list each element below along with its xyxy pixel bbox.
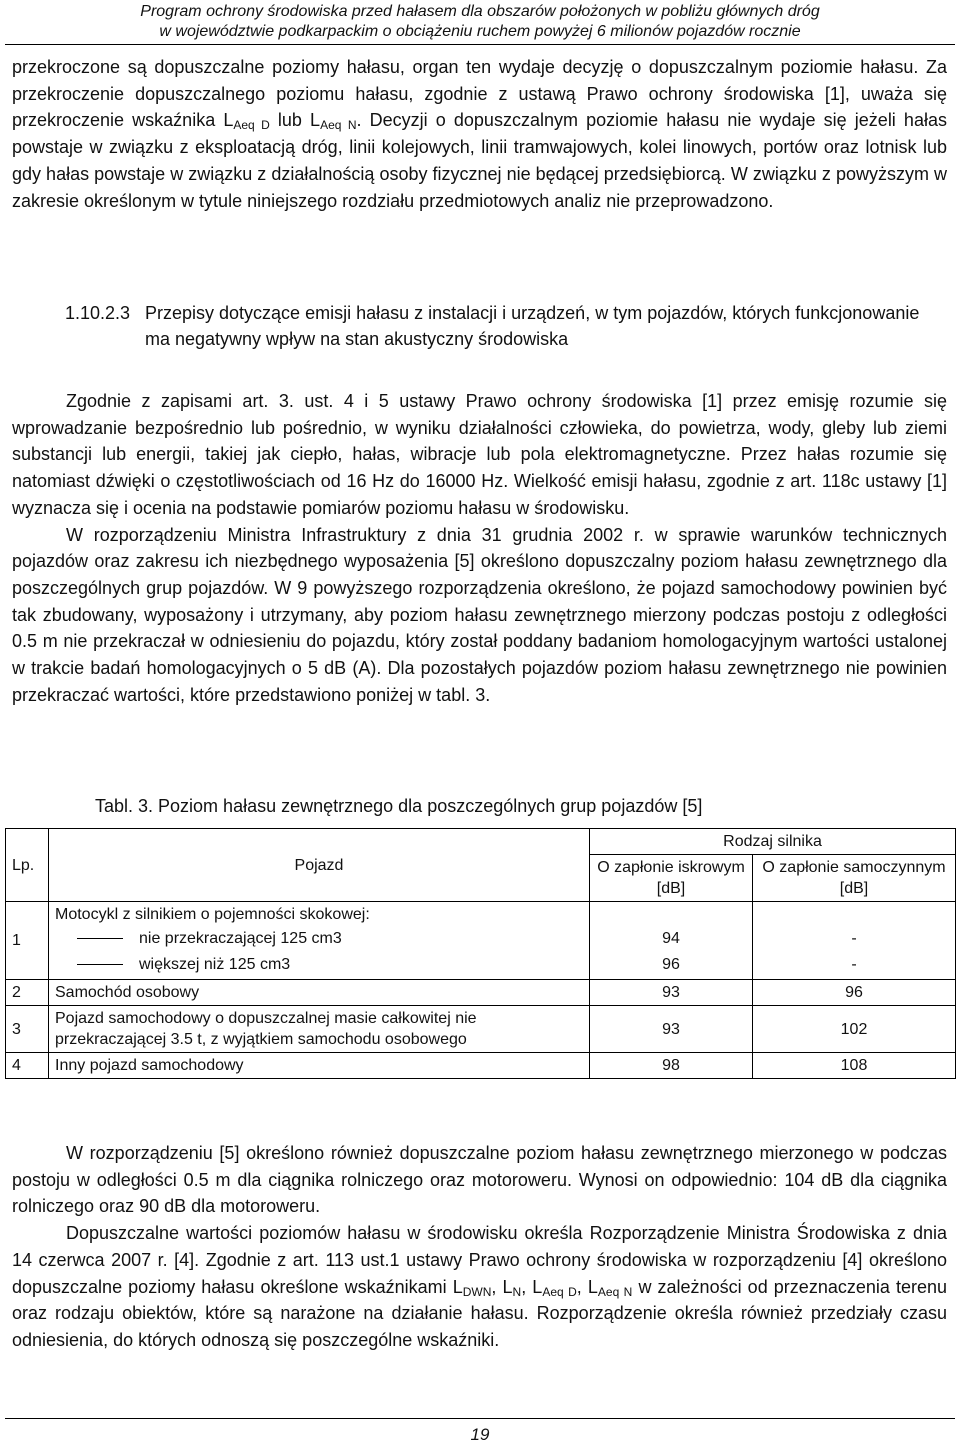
paragraph-regulation: W rozporządzeniu Ministra Infrastruktury z dnia 31 grudnia 2002 r. w sprawie warunków technicznych pojazdów oraz zakresu ich niezbędnego wyposażenia [5] określono dopuszczalny poziom hałasu zewnętrznego dla poszczególnych grup pojazdów. W 9 powyższego rozporządzenia określono, że pojazd samochodowy powinien być tak zbudowany, wyposażony i utrzymany, aby poziom hałasu zewnętrznego mierzony podczas postoju z odległości 0.5 m nie przekraczał w odniesieniu do pojazdu, który został poddany badaniom homologacyjnym wartości ustalonej w trakcie badań homologacyjnych o 5 dB (A). Dla pozostałych pojazdów poziom hałasu zewnętrznego nie powinien przekraczać wartości, które przedstawiono poniżej w tabl. 3. xyxy=(12,524,947,705)
header-iskrowym: O zapłonie iskrowym [dB] xyxy=(590,855,753,902)
dash-marker xyxy=(77,938,123,939)
section-title: Przepisy dotyczące emisji hałasu z instalacji i urządzeń, w tym pojazdów, których funkcjonowanie ma negatywny wpływ na stan akustyczny środowiska xyxy=(145,303,920,349)
page-number: 19 xyxy=(470,1425,490,1444)
table-caption: Tabl. 3. Poziom hałasu zewnętrznego dla poszczególnych grup pojazdów [5] xyxy=(95,796,703,816)
header-line-2: w województwie podkarpackim o obciążeniu ruchem powyżej 6 milionów pojazdów rocznie xyxy=(159,23,801,40)
section-number: 1.10.2.3 xyxy=(65,303,131,323)
page-header xyxy=(0,2,960,42)
paragraph-decisions: przekroczone są dopuszczalne poziomy hałasu, organ ten wydaje decyzję o dopuszczalnym poziomie hałasu. Za przekroczenie dopuszczalnego poziomu hałasu, zgodnie z ustawą Prawo ochrony środowiska [1], uważa się przekroczenie wskaźnika $L_{Aeq D}$ lub $L_{Aeq N}$. Decyzji o dopuszczalnym poziomie hałasu nie wydaje się jeżeli hałas powstaje w związku z eksploatacją dróg, linii kolejowych, linii tramwajowych, kolei linowych, portów oraz lotnisk lub gdy hałas powstaje w związku z działalnością osoby fizycznej nie będącej przedsiębiorcą. W związku z powyższym w zakresie określonym w tytule niniejszego rozdziału przedmiotowych analiz nie przeprowadzono. xyxy=(12,57,947,211)
paragraph-tractor-text: W rozporządzeniu [5] określono również dopuszczalne poziom hałasu zewnętrznego mierzonego w podczas postoju w odległości 0.5 m dla ciągnika rolniczego oraz motoroweru. Wynosi on odpowiednio: 104 dB dla ciągnika rolniczego oraz 90 dB dla motoroweru. xyxy=(12,1143,947,1217)
table-row: 3 Pojazd samochodowy o dopuszczalnej masie całkowitej nie przekraczającej 3.5 t, z wyjątkiem samochodu osobowego 93 102 xyxy=(6,1006,956,1053)
row-samoczynnym: - - xyxy=(753,902,956,980)
header-rodzaj-silnika: Rodzaj silnika xyxy=(590,829,956,855)
paragraph-permissible-levels: Dopuszczalne wartości poziomów hałasu w środowisku określa Rozporządzenie Ministra Środowiska z dnia 14 czerwca 2007 r. [4]. Zgodnie z art. 113 ust.1 ustawy Prawo ochrony środowiska w rozporządzeniu [4] określono dopuszczalne poziomy hałasu określone wskaźnikami $L_{DWN}$, $L_N$, $L_{Aeq D}$, $L_{Aeq N}$ w zależności od przeznaczenia terenu oraz rodzaju obiektów, które są narażone na działanie hałasu. Rozporządzenie określa również przedziały czasu odniesienia, do których odnoszą się poszczególne wskaźniki. xyxy=(12,1223,948,1350)
noise-level-table xyxy=(5,828,956,1079)
footer-divider xyxy=(5,1418,955,1419)
header-pojazd: Pojazd xyxy=(49,829,590,902)
paragraph-emission-text: Zgodnie z zapisami art. 3. ust. 4 i 5 ustawy Prawo ochrony środowiska [1] przez emisję rozumie się wprowadzanie bezpośrednio lub pośrednio, w wyniku działalności człowieka, do powietrza, wody, gleby lub ziemi substancji lub energii, takiej jak ciepło, hałas, wibracje lub pola elektromagnetyczne. Przez hałas rozumie się natomiast dźwięki o częstotliwościach od 16 Hz do 16000 Hz. Wielkość emisji hałasu, zgodnie z art. 118c ustawy [1] wyznacza się i ocenia na podstawie pomiarów poziomu hałasu w środowisku. xyxy=(12,391,947,518)
row-pojazd xyxy=(49,902,590,980)
header-samoczynnym: O zapłonie samoczynnym [dB] xyxy=(753,855,956,902)
header-lp: Lp. xyxy=(6,829,49,902)
motorcycle-title: Motocykl z silnikiem o pojemności skokowej: xyxy=(55,906,370,923)
table-row: 4 Inny pojazd samochodowy 98 108 xyxy=(6,1053,956,1079)
table-row: 2 Samochód osobowy 93 96 xyxy=(6,980,956,1006)
row-iskrowym: 94 96 xyxy=(590,902,753,980)
list-item: nie przekraczającej 125 cm3 xyxy=(55,925,583,951)
dash-marker xyxy=(77,964,123,965)
header-divider xyxy=(5,44,955,45)
paragraph-tractor xyxy=(12,1140,947,1354)
row-lp: 1 xyxy=(6,902,49,980)
paragraph-emission xyxy=(12,388,947,708)
header-line-1: Program ochrony środowiska przed hałasem dla obszarów położonych w pobliżu głównych dróg xyxy=(140,3,820,20)
list-item: większej niż 125 cm3 xyxy=(55,951,583,977)
table-row xyxy=(6,902,956,980)
